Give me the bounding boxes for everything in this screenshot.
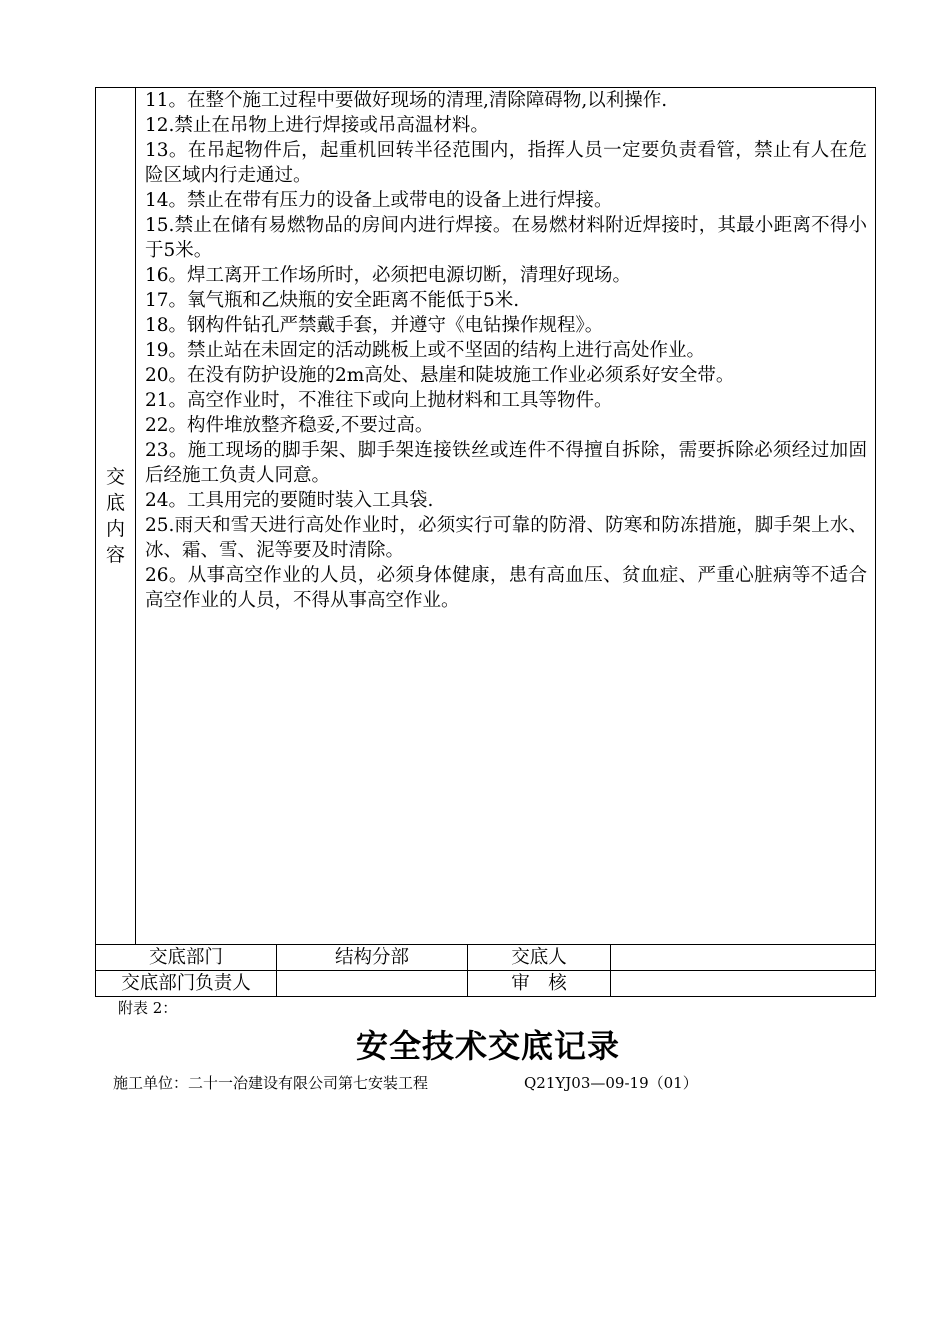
rule-item-15: 15.禁止在储有易燃物品的房间内进行焊接。在易燃材料附近焊接时，其最小距离不得小于5米。 — [145, 215, 868, 261]
rule-item-19: 19。禁止站在未固定的活动跳板上或不坚固的结构上进行高处作业。 — [145, 340, 706, 361]
rule-item-17: 17。氧气瓶和乙炔瓶的安全距离不能低于5米. — [145, 290, 520, 311]
side-label-char: 内 — [105, 518, 125, 540]
review-label: 审 核 — [468, 971, 611, 997]
rule-item-12: 12.禁止在吊物上进行焊接或吊高温材料。 — [145, 115, 489, 136]
content-side-label — [96, 88, 136, 945]
rule-item-22: 22。构件堆放整齐稳妥,不要过高。 — [145, 415, 434, 436]
rule-item-25: 25.雨天和雪天进行高处作业时，必须实行可靠的防滑、防寒和防冻措施，脚手架上水、冰、霜、雪、泥等要及时清除。 — [145, 515, 868, 561]
rule-item-14: 14。禁止在带有压力的设备上或带电的设备上进行焊接。 — [145, 190, 613, 211]
rule-item-16: 16。焊工离开工作场所时，必须把电源切断，清理好现场。 — [145, 265, 632, 286]
side-label-char: 底 — [105, 492, 125, 514]
review-value — [611, 971, 876, 997]
rule-item-21: 21。高空作业时，不准往下或向上抛材料和工具等物件。 — [145, 390, 613, 411]
side-label-char: 容 — [105, 544, 125, 566]
content-cell — [136, 88, 876, 945]
dept-head-value — [277, 971, 468, 997]
rule-item-24: 24。工具用完的要随时装入工具袋. — [145, 490, 434, 511]
content-row — [96, 88, 876, 945]
person-label: 交底人 — [468, 945, 611, 971]
dept-value: 结构分部 — [277, 945, 468, 971]
sign-row-dept — [96, 945, 876, 971]
disclosure-table — [95, 87, 876, 997]
rule-item-23: 23。施工现场的脚手架、脚手架连接铁丝或连件不得擅自拆除，需要拆除必须经过加固后经施工负责人同意。 — [145, 440, 868, 486]
person-value — [611, 945, 876, 971]
construction-unit: 施工单位：二十一冶建设有限公司第七安装工程 — [113, 1074, 429, 1092]
document-code: Q21YJ03—09-19（01） — [524, 1074, 698, 1092]
sign-row-head — [96, 971, 876, 997]
rule-item-18: 18。钢构件钻孔严禁戴手套，并遵守《电钻操作规程》。 — [145, 315, 604, 336]
rule-item-26: 26。从事高空作业的人员，必须身体健康，患有高血压、贫血症、严重心脏病等不适合高空作业的人员，不得从事高空作业。 — [145, 565, 868, 611]
rule-item-13: 13。在吊起物件后，起重机回转半径范围内，指挥人员一定要负责看管，禁止有人在危险区域内行走通过。 — [145, 140, 868, 186]
appendix-label: 附表 2： — [118, 999, 178, 1017]
rule-item-11: 11。在整个施工过程中要做好现场的清理,清除障碍物,以利操作. — [145, 90, 668, 111]
document-title: 安全技术交底记录 — [355, 1027, 620, 1065]
dept-label: 交底部门 — [96, 945, 277, 971]
rule-item-20: 20。在没有防护设施的2m高处、悬崖和陡坡施工作业必须系好安全带。 — [145, 365, 735, 386]
dept-head-label: 交底部门负责人 — [96, 971, 277, 997]
side-label-char: 交 — [105, 466, 125, 488]
